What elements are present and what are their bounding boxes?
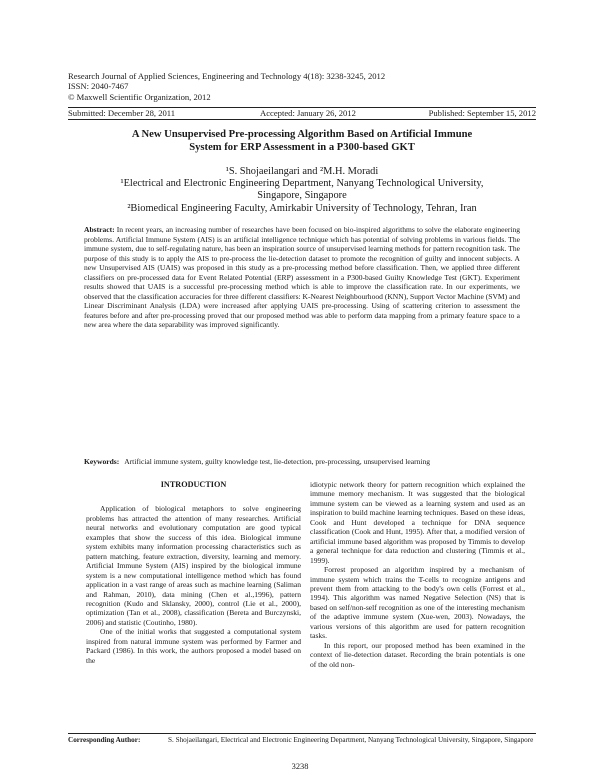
paragraph: In this report, our proposed method has been examined in the context of lie-detection dataset. Recording the brain potentials is one of the old non- xyxy=(310,640,525,669)
header-rule-top xyxy=(68,107,536,108)
title-line-1: A New Unsupervised Pre-processing Algorithm Based on Artificial Immune xyxy=(131,129,473,140)
paragraph: One of the initial works that suggested a computational system inspired from natural immune system was performed by Farmer and Packard (1986). In this work, the authors proposed a model based on the xyxy=(86,627,301,665)
abstract-label: Abstract: xyxy=(84,225,115,234)
journal-info xyxy=(68,71,385,102)
footer-rule xyxy=(68,733,536,734)
corresponding-label: Corresponding Author: xyxy=(68,736,141,744)
affiliation-1-line-1: ¹Electrical and Electronic Engineering Department, Nanyang Technological University, xyxy=(120,178,484,190)
corresponding-author xyxy=(68,736,536,745)
keywords-text: Artificial immune system, guilty knowledge test, lie-detection, pre-processing, unsupervised learning xyxy=(124,457,431,466)
right-column xyxy=(310,480,525,669)
keywords xyxy=(84,457,520,467)
paragraph: Application of biological metaphors to solve engineering problems has attracted the attention of many researches. Artificial neural networks and evolutionary computation are good typical examples that show the success of this idea. Biological immune system exhibits many information processing characteristics such as pattern matching, feature extraction, diversity, learning and memory. Artificial Immune System (AIS) inspired by the biological immune system is a new computational intelligence method which has found application in a vast range of areas such as machine learning (Saliman and Rahman, 2010), data mining (Chen et al.,1996), pattern recognition (Kudo and Sklansky, 2000), control (Lie et al., 2000), optimization (Tan et al., 2008), classification (Bereta and Burczynski, 2006) and statistic (Coutinho, 1980). xyxy=(86,504,301,627)
paper-title xyxy=(68,129,536,154)
issn: ISSN: 2040-7467 xyxy=(68,81,129,92)
keywords-label: Keywords: xyxy=(84,457,120,466)
header-rule-bottom xyxy=(68,119,536,120)
accepted-date: Accepted: January 26, 2012 xyxy=(260,108,356,118)
abstract xyxy=(84,225,520,330)
journal-line: Research Journal of Applied Sciences, Engineering and Technology 4(18): 3238-3245, 2012 xyxy=(68,71,386,81)
author-block xyxy=(68,166,536,215)
section-heading: INTRODUCTION xyxy=(160,480,227,489)
copyright: © Maxwell Scientific Organization, 2012 xyxy=(68,91,211,102)
paragraph: idiotypic network theory for pattern recognition which explained the immune memory mechanism. It was suggested that the biological immune system can be viewed as a learning system and used as an inspiration to build machine learning techniques. Based on these ideas, Cook and Hunt developed a technique for DNA sequence classification (Cook and Hunt, 1995). After that, a modified version of artificial immune based algorithm was proposed by Timmis to develop a general technique for data reduction and clustering (Timmis et al., 1999). xyxy=(310,480,525,565)
corresponding-text: S. Shojaeilangari, Electrical and Electronic Engineering Department, Nanyang Technological University, Singapore, Singapore xyxy=(168,736,534,744)
affiliation-2: ²Biomedical Engineering Faculty, Amirkabir University of Technology, Tehran, Iran xyxy=(127,202,477,214)
abstract-text: In recent years, an increasing number of researches have been focused on bio-inspired algorithms to solve the elaborate engineering problems. Artificial Immune System (AIS) is an artificial intelligence technique which has potential of solving problems in various fields. The immune system, due to self-regulating nature, has been an inspiration source of unsupervised learning methods for pattern recognition task. The purpose of this study is to apply the AIS to pre-process the lie-detection dataset to promote the recognition of guilty and innocent subjects. A new Unsupervised AIS (UAIS) was proposed in this study as a pre-processing method before classification. Then, we applied three different classifiers on pre-processed data for Event Related Potential (ERP) assessment in a P300-based Guilty Knowledge Test (GKT). Experiment results showed that UAIS is a successful pre-processing method which is able to improve the classification rate. In our experiments, we observed that the classification accuracies for three different classifiers: K-Nearest Neighbourhood (KNN), Support Vector Machine (SVM) and Linear Discriminant Analysis (LDA) were increased after applying UAIS pre-processing. Using of scattering criterion to assessment the features before and after pre-processing proved that our proposed method was able to perform data mapping from a primary feature space to a new area where the data separability was improved significantly. xyxy=(84,225,520,330)
paragraph: Forrest proposed an algorithm inspired by a mechanism of immune system which trains the T-cells to recognize antigens and prevent them from attacking to the body's own cells (Forrest et al., 1994). This algorithm was named Negative Selection (NS) that is based on self/non-self recognition as one of the interesting mechanism of the adaptive immune system (Xue-wen, 2003). Nowadays, the various versions of this algorithm are used for pattern recognition tasks. xyxy=(310,565,525,641)
published-date: Published: September 15, 2012 xyxy=(428,108,536,118)
affiliation-1-line-2: Singapore, Singapore xyxy=(257,190,347,202)
title-line-2: System for ERP Assessment in a P300-based GKT xyxy=(189,141,415,153)
author-names: ¹S. Shojaeilangari and ²M.H. Moradi xyxy=(225,166,379,177)
dates-row xyxy=(68,108,536,119)
left-column xyxy=(86,480,301,665)
submitted-date: Submitted: December 28, 2011 xyxy=(68,108,176,118)
page-number: 3238 xyxy=(291,762,309,771)
